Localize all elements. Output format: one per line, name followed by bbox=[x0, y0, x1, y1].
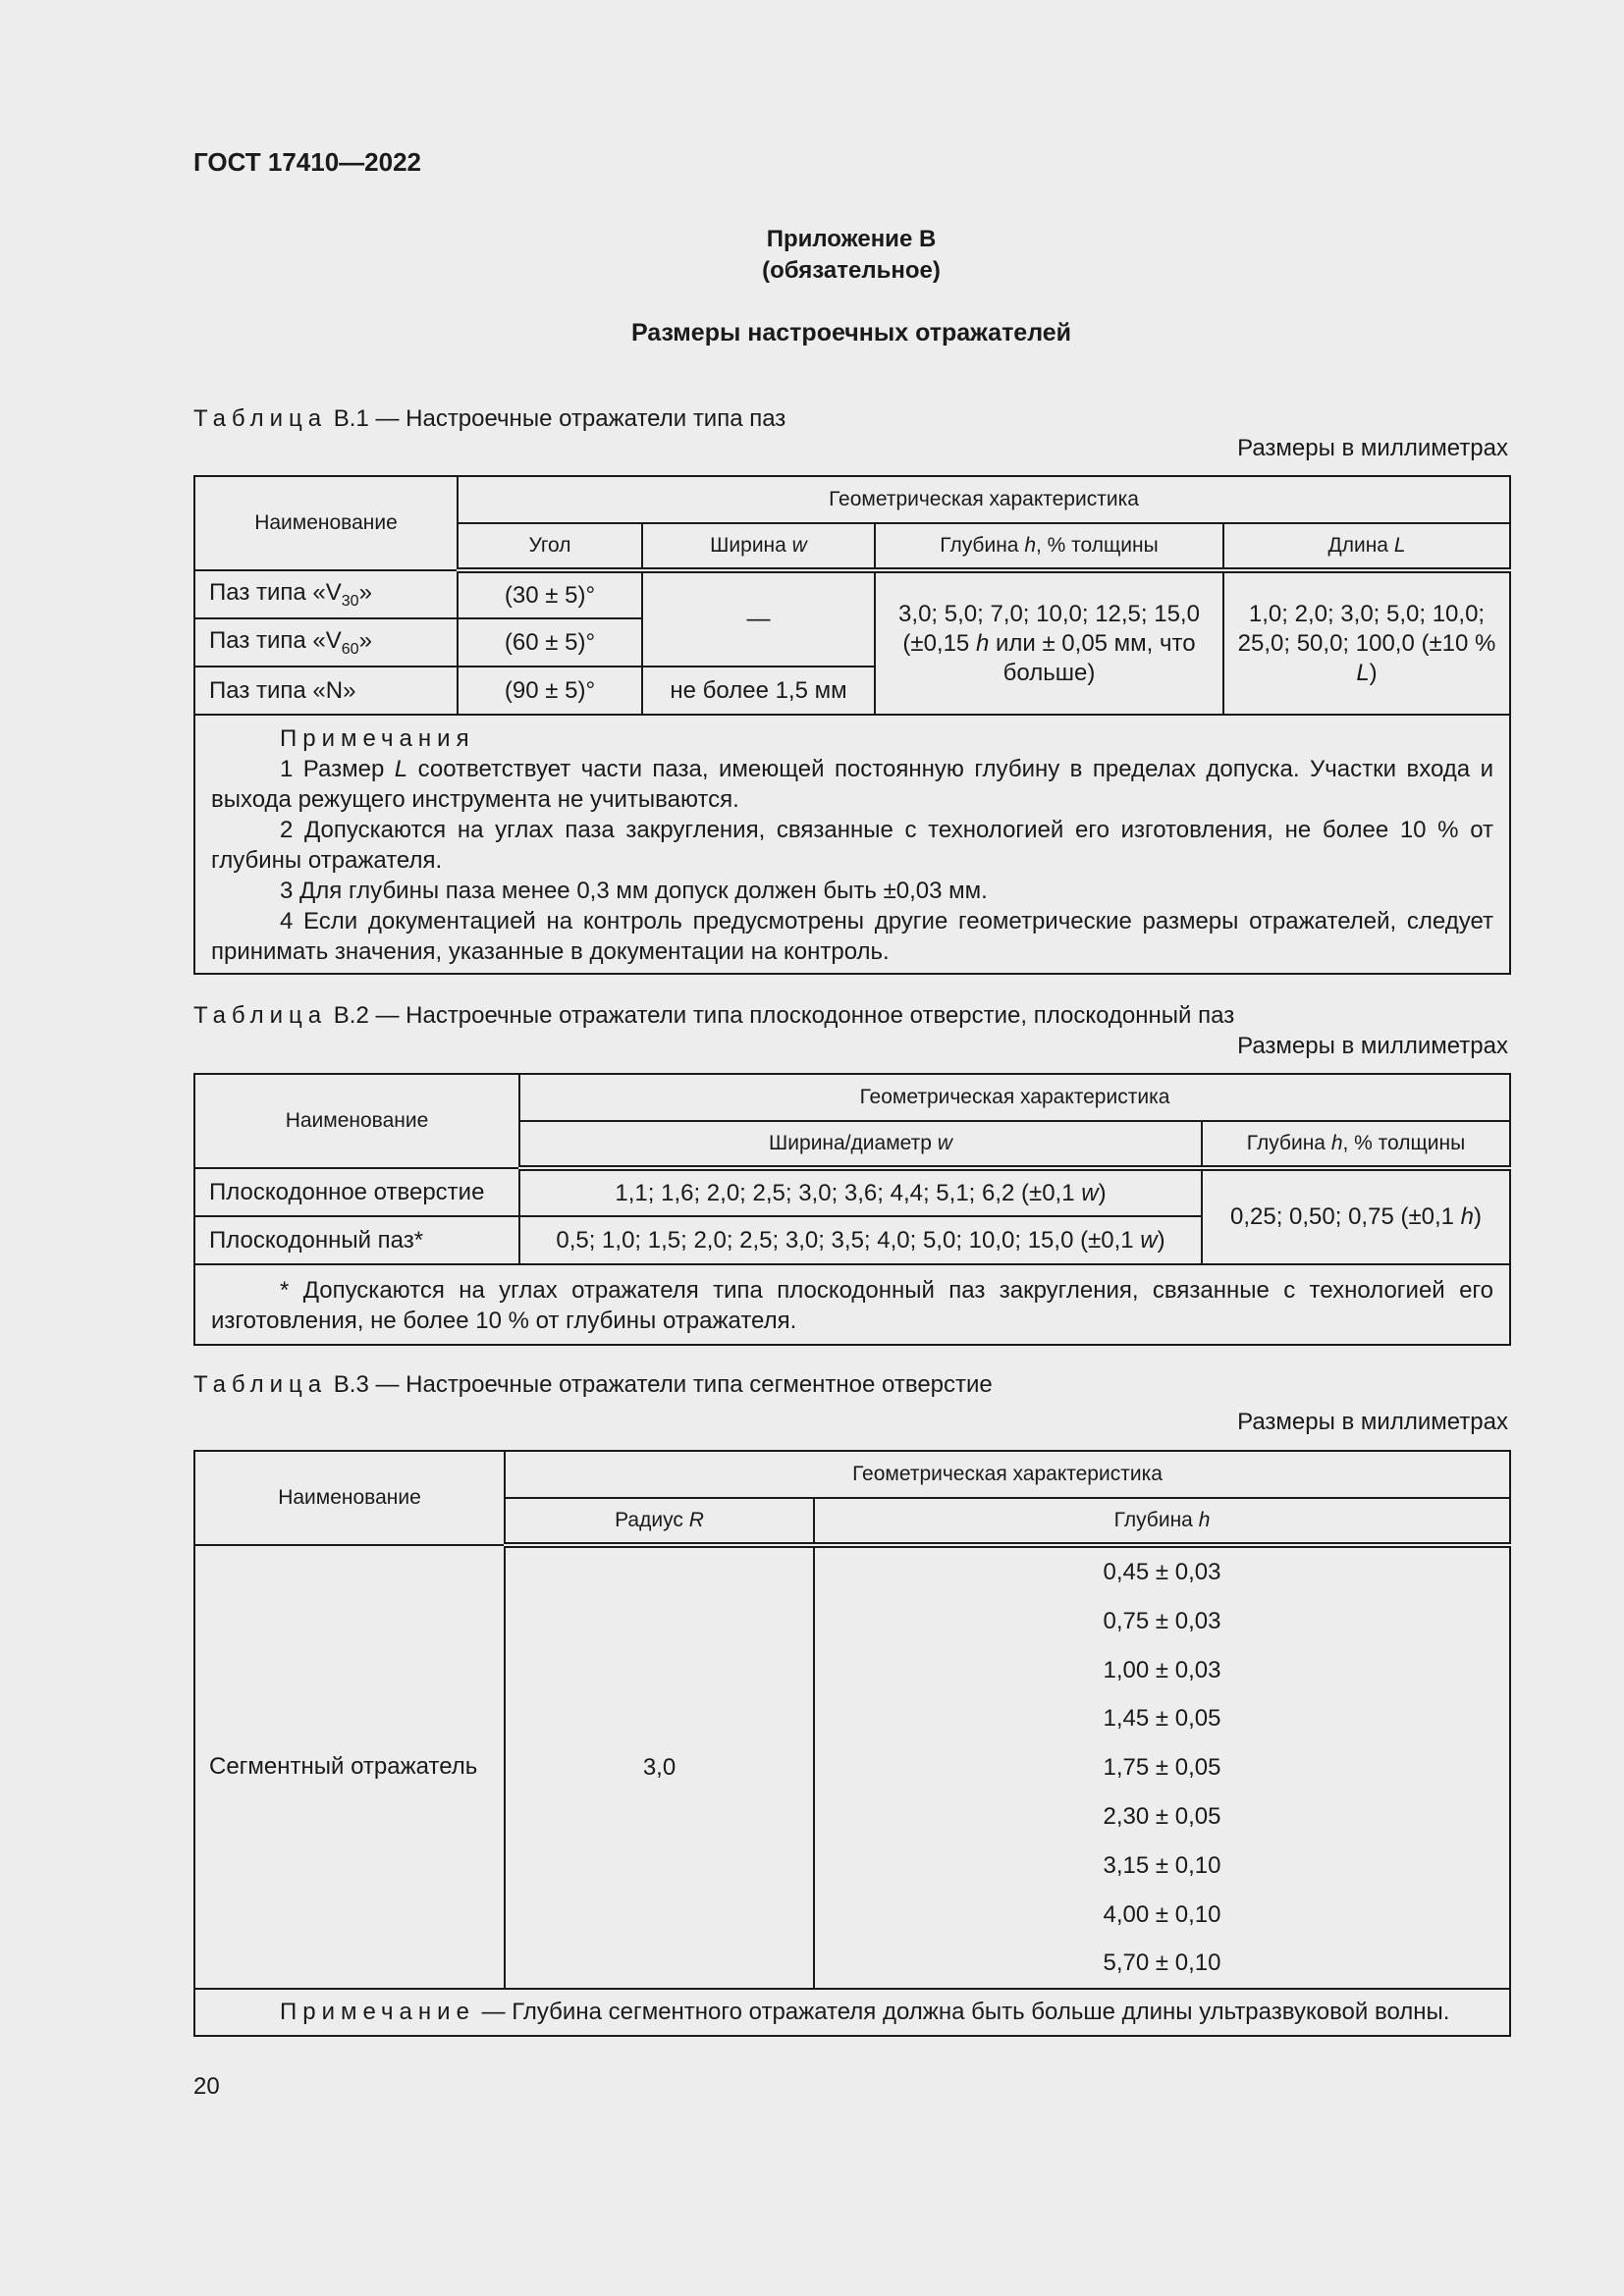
t2-header-name: Наименование bbox=[194, 1074, 519, 1168]
t1-notes bbox=[194, 715, 1510, 974]
t1-header-name: Наименование bbox=[194, 476, 458, 570]
t2-header-width: Ширина/диаметр w bbox=[519, 1121, 1202, 1168]
appendix-status: (обязательное) bbox=[762, 257, 941, 284]
t1-row-name: Паз типа «$V_{60}$» bbox=[194, 618, 458, 667]
t2-row-name: Плоскодонный паз* bbox=[194, 1216, 519, 1264]
depth-value: 2,30 ± 0,05 bbox=[1103, 1802, 1221, 1830]
t3-row-radius: 3,0 bbox=[505, 1545, 814, 1989]
depth-value: 5,70 ± 0,10 bbox=[1103, 1949, 1221, 1977]
table-b3-units: Размеры в миллиметрах bbox=[1237, 1409, 1508, 1435]
table-b2-caption: Таблица В.2 — Настроечные отражатели типа плоскодонное отверстие, плоскодонный паз bbox=[193, 1002, 1235, 1029]
depth-value: 3,15 ± 0,10 bbox=[1103, 1851, 1221, 1879]
t2-header-depth: Глубина h, % толщины bbox=[1202, 1121, 1510, 1168]
appendix-title: Приложение В bbox=[766, 226, 937, 252]
t2-header-geom: Геометрическая характеристика bbox=[519, 1074, 1510, 1121]
t1-row-angle: (60 ± 5)° bbox=[458, 618, 642, 667]
depth-value: 0,75 ± 0,03 bbox=[1103, 1607, 1221, 1634]
t1-row-width: не более 1,5 мм bbox=[642, 667, 875, 715]
t1-length-values: 1,0; 2,0; 3,0; 5,0; 10,0; 25,0; 50,0; 100,0 (±10 % L) bbox=[1223, 570, 1510, 715]
t3-header-name: Наименование bbox=[194, 1451, 505, 1545]
table-row bbox=[194, 1168, 1510, 1216]
depth-value: 4,00 ± 0,10 bbox=[1103, 1900, 1221, 1928]
table-b2 bbox=[193, 1073, 1511, 1346]
t3-row-name: Сегментный отражатель bbox=[194, 1545, 505, 1989]
depth-value: 1,75 ± 0,05 bbox=[1103, 1754, 1221, 1782]
t1-header-width: Ширина w bbox=[642, 523, 875, 570]
t1-width-dash: — bbox=[642, 570, 875, 667]
t1-header-geom: Геометрическая характеристика bbox=[458, 476, 1510, 523]
table-row bbox=[194, 1545, 1510, 1989]
depth-value: 1,00 ± 0,03 bbox=[1103, 1656, 1221, 1683]
t1-row-angle: (90 ± 5)° bbox=[458, 667, 642, 715]
depth-value: 1,45 ± 0,05 bbox=[1103, 1705, 1221, 1733]
t2-row-width: 0,5; 1,0; 1,5; 2,0; 2,5; 3,0; 3,5; 4,0; 5,0; 10,0; 15,0 (±0,1 w) bbox=[519, 1216, 1202, 1264]
table-b1-caption: Таблица В.1 — Настроечные отражатели типа паз bbox=[193, 405, 786, 432]
t2-row-name: Плоскодонное отверстие bbox=[194, 1168, 519, 1216]
t2-depth-values: 0,25; 0,50; 0,75 (±0,1 h) bbox=[1202, 1168, 1510, 1264]
table-b2-units: Размеры в миллиметрах bbox=[1237, 1033, 1508, 1059]
t1-header-depth: Глубина h, % толщины bbox=[875, 523, 1223, 570]
t3-depth-list bbox=[814, 1545, 1510, 1989]
table-b3-caption: Таблица В.3 — Настроечные отражатели типа сегментное отверстие bbox=[193, 1371, 993, 1398]
document-header: ГОСТ 17410—2022 bbox=[193, 147, 421, 177]
depth-value: 0,45 ± 0,03 bbox=[1103, 1559, 1221, 1585]
table-row bbox=[194, 570, 1510, 618]
table-b3 bbox=[193, 1450, 1511, 2037]
t3-header-depth: Глубина h bbox=[814, 1498, 1510, 1545]
t1-row-name: Паз типа «N» bbox=[194, 667, 458, 715]
t1-header-angle: Угол bbox=[458, 523, 642, 570]
t3-note: Примечание — Глубина сегментного отражателя должна быть больше длины ультразвуковой волны. bbox=[194, 1989, 1510, 2036]
section-title: Размеры настроечных отражателей bbox=[630, 319, 1072, 347]
t3-header-geom: Геометрическая характеристика bbox=[505, 1451, 1510, 1498]
t1-depth-values: 3,0; 5,0; 7,0; 10,0; 12,5; 15,0 (±0,15 h или ± 0,05 мм, что больше) bbox=[875, 570, 1223, 715]
t2-footnote: * Допускаются на углах отражателя типа плоскодонный паз закругления, связанные с технологией его изготовления, не более 10 % от глубины отражателя. bbox=[194, 1264, 1510, 1345]
table-b1-units: Размеры в миллиметрах bbox=[1237, 435, 1508, 461]
t1-row-name: Паз типа «$V_{30}$» bbox=[194, 570, 458, 618]
t1-note-4: 4 Если документацией на контроль предусмотрены другие геометрические размеры отражателей, следует принимать значения, указанные в документации на контроль. bbox=[211, 908, 1493, 965]
t1-note-2: 2 Допускаются на углах паза закругления, связанные с технологией его изготовления, не более 10 % от глубины отражателя. bbox=[211, 817, 1493, 874]
table-b1 bbox=[193, 475, 1511, 975]
t1-note-3: 3 Для глубины паза менее 0,3 мм допуск должен быть ±0,03 мм. bbox=[280, 878, 988, 904]
t1-header-length: Длина L bbox=[1223, 523, 1510, 570]
page-number: 20 bbox=[193, 2073, 220, 2100]
t3-header-radius: Радиус R bbox=[505, 1498, 814, 1545]
t1-row-angle: (30 ± 5)° bbox=[458, 570, 642, 618]
t1-notes-title: Примечания bbox=[280, 725, 475, 752]
t2-row-width: 1,1; 1,6; 2,0; 2,5; 3,0; 3,6; 4,4; 5,1; 6,2 (±0,1 w) bbox=[519, 1168, 1202, 1216]
t1-note-1: 1 Размер L соответствует части паза, имеющей постоянную глубину в пределах допуска. Участки входа и выхода режущего инструмента не учитываются. bbox=[211, 756, 1493, 813]
